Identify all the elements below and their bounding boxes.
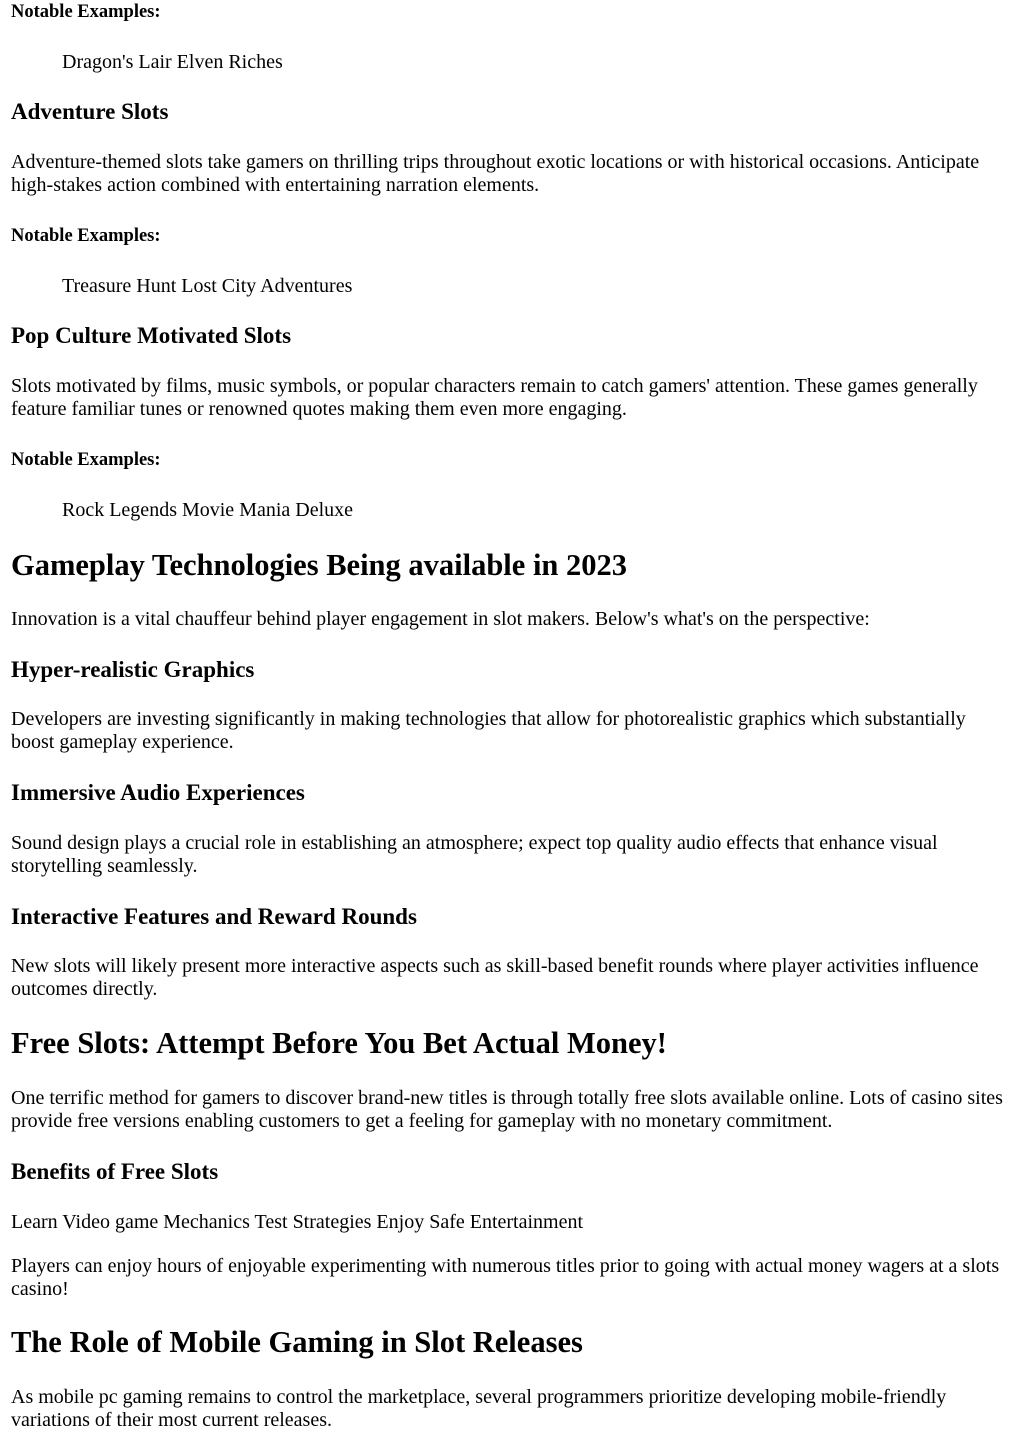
section-body-free-slots: One terrific method for gamers to discover brand-new titles is through totally free slots available online. Lots of casino sites provide free versions enabling customers to get a feeling for gameplay with no monetary commitment. — [11, 1087, 1003, 1132]
section-heading-pop-culture: Pop Culture Motivated Slots — [11, 323, 292, 348]
notable-examples-label: Notable Examples: — [11, 2, 161, 22]
section-heading-benefits: Benefits of Free Slots — [11, 1159, 219, 1184]
section-heading-graphics: Hyper-realistic Graphics — [11, 657, 255, 682]
section-body-pop-culture: Slots motivated by films, music symbols, or popular characters remain to catch gamers' attention. These games generally feature familiar tunes or renowned quotes making them even more engaging. — [11, 375, 978, 420]
section-heading-adventure: Adventure Slots — [11, 99, 169, 124]
benefits-list: Learn Video game Mechanics Test Strategies Enjoy Safe Entertainment — [11, 1211, 584, 1233]
examples-list: Dragon's Lair Elven Riches — [62, 51, 283, 73]
section-heading-mobile: The Role of Mobile Gaming in Slot Releases — [11, 1325, 583, 1359]
notable-examples-label: Notable Examples: — [11, 450, 161, 470]
section-body-graphics: Developers are investing significantly in making technologies that allow for photorealistic graphics which substantially boost gameplay experience. — [11, 708, 966, 753]
section-heading-audio: Immersive Audio Experiences — [11, 780, 305, 805]
section-body-benefits: Players can enjoy hours of enjoyable experimenting with numerous titles prior to going with actual money wagers at a slots casino! — [11, 1255, 1000, 1300]
section-body-interactive: New slots will likely present more interactive aspects such as skill-based benefit rounds where player activities influence outcomes directly. — [11, 955, 979, 1000]
section-heading-technologies: Gameplay Technologies Being available in 2023 — [11, 548, 628, 582]
section-body-adventure: Adventure-themed slots take gamers on thrilling trips throughout exotic locations or with historical occasions. Anticipate high-stakes action combined with entertaining narration elements. — [11, 151, 980, 196]
section-body-technologies: Innovation is a vital chauffeur behind player engagement in slot makers. Below's what's on the perspective: — [11, 608, 870, 630]
notable-examples-label: Notable Examples: — [11, 226, 161, 246]
examples-list: Rock Legends Movie Mania Deluxe — [62, 499, 354, 521]
section-body-mobile: As mobile pc gaming remains to control the marketplace, several programmers prioritize developing mobile-friendly variations of their most current releases. — [11, 1386, 947, 1431]
section-heading-interactive: Interactive Features and Reward Rounds — [11, 904, 417, 929]
examples-list: Treasure Hunt Lost City Adventures — [62, 275, 353, 297]
section-body-audio: Sound design plays a crucial role in establishing an atmosphere; expect top quality audio effects that enhance visual storytelling seamlessly. — [11, 832, 938, 877]
section-heading-free-slots: Free Slots: Attempt Before You Bet Actual Money! — [11, 1026, 667, 1060]
